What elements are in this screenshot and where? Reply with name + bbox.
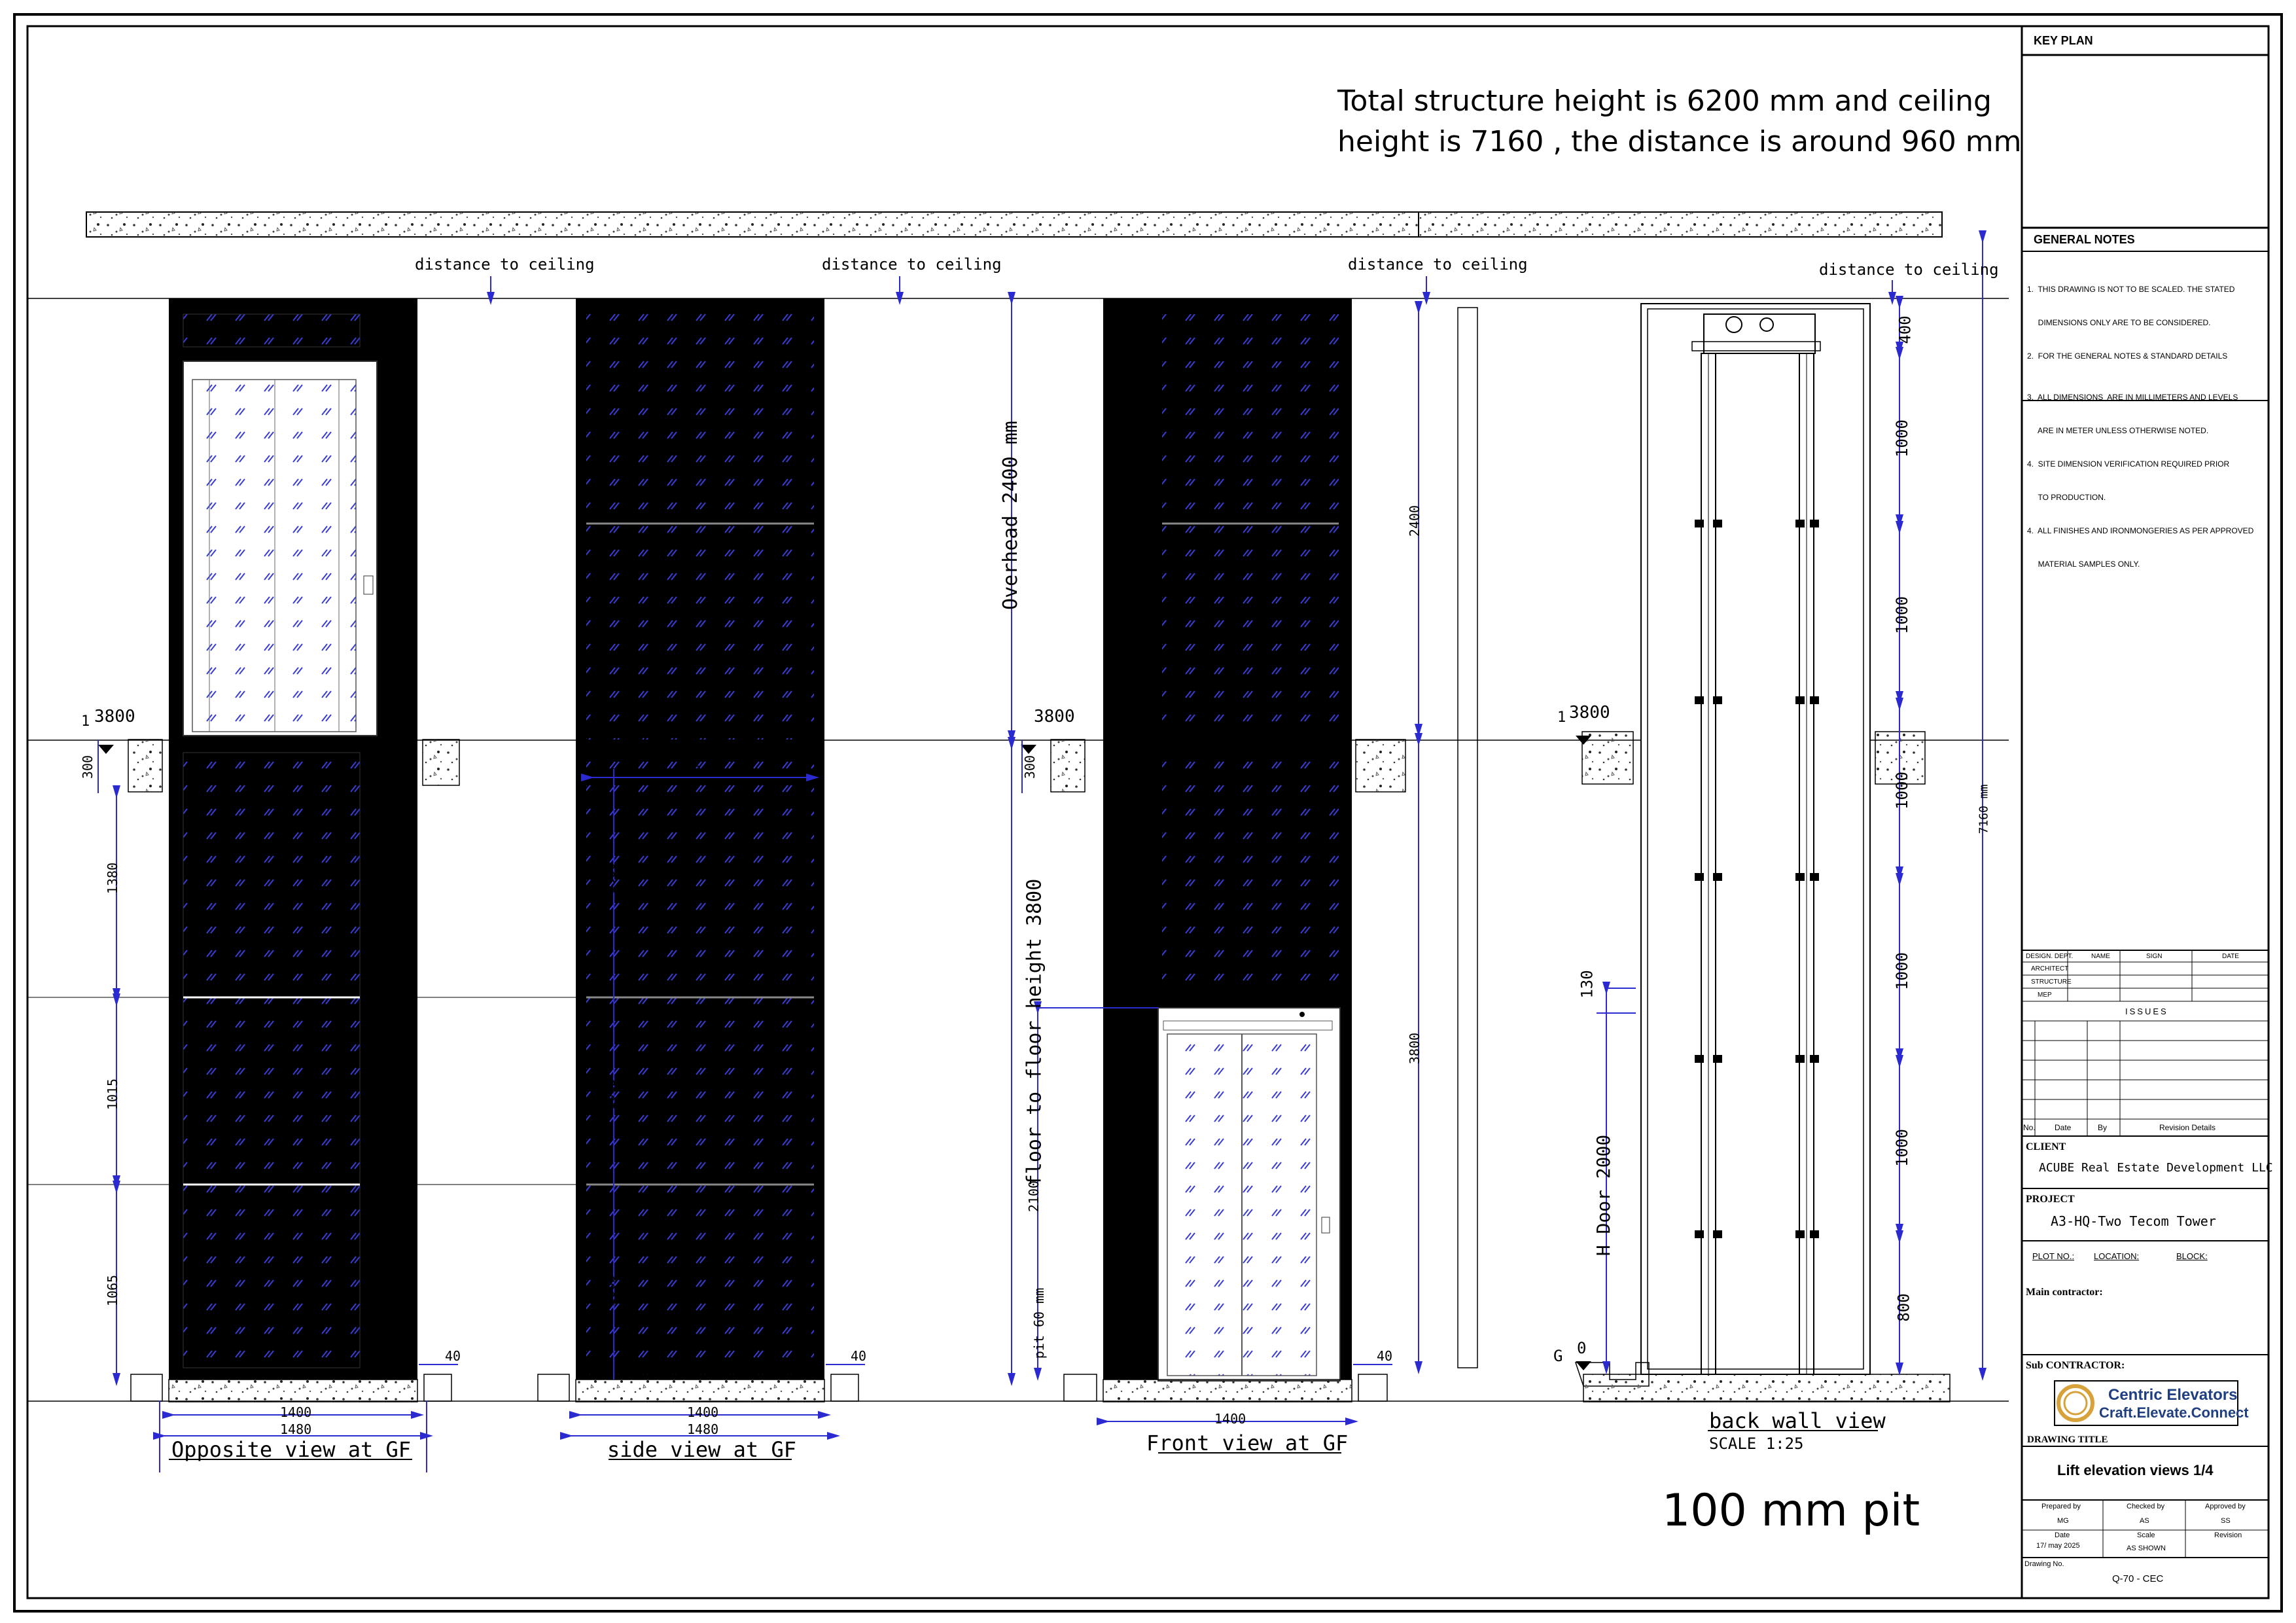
back-dim-1000-e: 1000 — [1892, 1129, 1911, 1167]
back-ground-0: 0 — [1577, 1339, 1587, 1357]
annotation-line-1: Total structure height is 6200 mm and ceiling — [1337, 84, 1992, 118]
back-dim-800: 800 — [1894, 1293, 1913, 1322]
ceiling-slab — [86, 212, 1942, 237]
opposite-view — [98, 298, 459, 1472]
company-name: Centric Elevators — [2108, 1386, 2238, 1404]
back-dim-7160: 7160 mm — [1977, 784, 1991, 834]
general-note: TO PRODUCTION. — [2027, 493, 2106, 502]
scale-label: Scale — [2137, 1531, 2155, 1539]
general-note: 2. FOR THE GENERAL NOTES & STANDARD DETAILS — [2027, 351, 2228, 361]
general-note: DIMENSIONS ONLY ARE TO BE CONSIDERED. — [2027, 318, 2211, 327]
side-dim-1320: 1320 — [686, 763, 718, 779]
general-note: 1. THIS DRAWING IS NOT TO BE SCALED. THE STATED — [2027, 285, 2235, 294]
approved-by-value: SS — [2221, 1517, 2231, 1525]
back-dim-1000-d: 1000 — [1892, 952, 1911, 990]
front-dim-3800: 3800 — [1407, 1032, 1423, 1065]
issue-header-date: Date — [2055, 1123, 2072, 1132]
opposite-dim-1065: 1065 — [105, 1274, 121, 1307]
side-view-title: side view at GF — [607, 1437, 796, 1462]
back-ground-g: G — [1553, 1347, 1563, 1365]
back-dim-1000-a: 1000 — [1892, 419, 1911, 457]
ceiling-label-4: distance to ceiling — [1819, 260, 1999, 279]
ceiling-label-1: distance to ceiling — [415, 255, 595, 274]
prepared-by-value: MG — [2057, 1517, 2069, 1525]
block-label: BLOCK: — [2176, 1251, 2208, 1261]
sign-row-architect: ARCHITECT — [2031, 965, 2069, 972]
back-door-height: H Door 2000 — [1593, 1134, 1615, 1257]
sign-header-dept: DESIGN. DEPT. — [2026, 953, 2074, 960]
sign-header-name: NAME — [2091, 953, 2110, 960]
opposite-dim-300: 300 — [80, 755, 96, 779]
location-label: LOCATION: — [2094, 1251, 2140, 1261]
checked-by-label: Checked by — [2127, 1503, 2165, 1510]
project-name: A3-HQ-Two Tecom Tower — [2051, 1213, 2216, 1229]
company-tagline: Craft.Elevate.Connect — [2099, 1404, 2249, 1421]
back-wall-view — [1458, 237, 1983, 1431]
drawing-title-label: DRAWING TITLE — [2027, 1435, 2108, 1445]
main-contractor-label: Main contractor: — [2026, 1287, 2103, 1298]
sign-header-sign: SIGN — [2146, 953, 2163, 960]
client-label: CLIENT — [2026, 1141, 2066, 1152]
general-notes-list — [2027, 262, 2253, 581]
opposite-dim-40: 40 — [445, 1348, 461, 1364]
general-note: 3. ALL DIMENSIONS ARE IN MILLIMETERS AND LEVELS — [2027, 393, 2238, 402]
issue-header-revision: Revision Details — [2159, 1123, 2216, 1132]
opposite-dim-1015: 1015 — [105, 1078, 121, 1111]
checked-by-value: AS — [2140, 1517, 2149, 1525]
revision-label: Revision — [2214, 1531, 2242, 1539]
back-level-index: 1 — [1557, 709, 1566, 726]
annotation-line-2: height is 7160 , the distance is around 960 mm — [1337, 125, 2022, 158]
front-dim-40: 40 — [1377, 1348, 1393, 1364]
scale-value: AS SHOWN — [2127, 1544, 2166, 1552]
pit-note: 100 mm pit — [1662, 1485, 1920, 1537]
general-note: ARE IN METER UNLESS OTHERWISE NOTED. — [2027, 426, 2209, 435]
front-pit-60: pit 60 mm — [1031, 1287, 1048, 1359]
side-view — [538, 298, 865, 1459]
approved-by-label: Approved by — [2205, 1503, 2246, 1510]
opposite-dim-1480: 1480 — [280, 1421, 312, 1437]
ceiling-arrows — [491, 276, 1892, 298]
drawing-no-label: Drawing No. — [2024, 1560, 2064, 1568]
general-note: 4. ALL FINISHES AND IRONMONGERIES AS PER APPROVED — [2027, 526, 2254, 535]
opposite-dim-1380: 1380 — [105, 862, 121, 895]
floor-to-floor-label: floor to floor height 3800 — [1023, 878, 1046, 1186]
client-name: ACUBE Real Estate Development LLC — [2039, 1161, 2273, 1175]
side-dim-1015: 1015 — [602, 1078, 618, 1111]
plot-no-label: PLOT NO.: — [2032, 1251, 2075, 1261]
back-dim-400: 400 — [1896, 315, 1915, 344]
side-dim-1480: 1480 — [687, 1421, 719, 1437]
ceiling-label-3: distance to ceiling — [1348, 255, 1528, 274]
issues-heading: ISSUES — [2125, 1007, 2168, 1016]
front-level-3800: 3800 — [1034, 707, 1075, 726]
ceiling-label-2: distance to ceiling — [822, 255, 1002, 274]
side-dim-40: 40 — [851, 1348, 867, 1364]
opposite-view-title: Opposite view at GF — [171, 1437, 412, 1462]
side-dim-1380: 1380 — [602, 862, 618, 895]
date-value: 17/ may 2025 — [2036, 1542, 2080, 1550]
opposite-dim-1400: 1400 — [280, 1404, 312, 1420]
sign-row-structure: STRUCTURE — [2031, 978, 2072, 986]
back-view-scale: SCALE 1:25 — [1709, 1435, 1804, 1453]
issue-header-by: By — [2098, 1123, 2108, 1132]
key-plan-heading: KEY PLAN — [2034, 34, 2093, 47]
prepared-by-label: Prepared by — [2041, 1503, 2081, 1510]
back-dim-130: 130 — [1578, 970, 1597, 999]
general-note: 4. SITE DIMENSION VERIFICATION REQUIRED PRIOR — [2027, 459, 2230, 469]
opposite-level-3800: 3800 — [94, 707, 135, 726]
date-label: Date — [2055, 1531, 2070, 1539]
front-view — [1012, 298, 1419, 1453]
overhead-label: Overhead 2400 mm — [998, 421, 1022, 610]
issue-header-no: No. — [2023, 1123, 2036, 1132]
front-view-title: Front view at GF — [1146, 1431, 1349, 1455]
sub-contractor-label: Sub CONTRACTOR: — [2026, 1360, 2125, 1371]
drawing-no-value: Q-70 - CEC — [2112, 1573, 2164, 1584]
general-note: MATERIAL SAMPLES ONLY. — [2027, 560, 2140, 569]
front-dim-2400: 2400 — [1407, 505, 1423, 537]
side-dim-1400: 1400 — [687, 1404, 719, 1420]
back-dim-1000-c: 1000 — [1892, 772, 1911, 810]
sign-header-date: DATE — [2222, 953, 2239, 960]
back-view-title: back wall view — [1709, 1408, 1886, 1433]
project-label: PROJECT — [2026, 1194, 2075, 1205]
back-level-3800: 3800 — [1569, 703, 1610, 722]
opposite-level-index: 1 — [81, 713, 90, 730]
drawing-title: Lift elevation views 1/4 — [2057, 1462, 2214, 1478]
front-dim-1400: 1400 — [1214, 1411, 1246, 1427]
front-dim-2100: 2100 — [1026, 1180, 1042, 1213]
front-dim-300: 300 — [1022, 755, 1038, 779]
back-dim-1000-b: 1000 — [1892, 596, 1911, 634]
side-dim-1065: 1065 — [602, 1274, 618, 1307]
sign-row-mep: MEP — [2038, 991, 2052, 999]
general-notes-heading: GENERAL NOTES — [2034, 233, 2135, 246]
